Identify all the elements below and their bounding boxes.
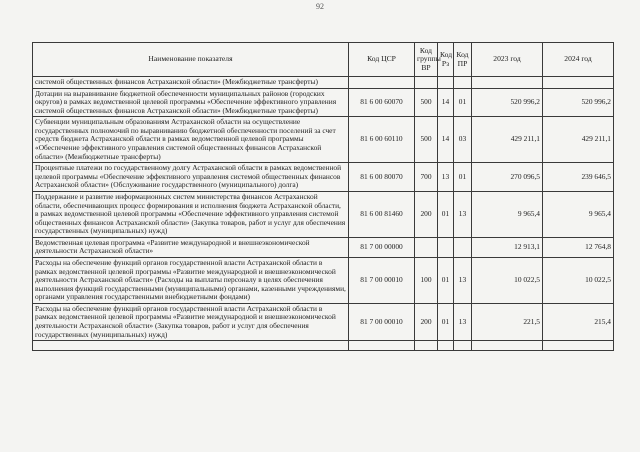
header-2023: 2023 год xyxy=(472,43,543,77)
row-2024: 12 764,8 xyxy=(543,237,614,257)
row-2023 xyxy=(472,77,543,89)
empty-cell xyxy=(349,341,415,351)
row-rz: 14 xyxy=(438,88,454,117)
empty-cell xyxy=(33,341,349,351)
row-kcsr: 81 7 00 00010 xyxy=(349,257,415,303)
row-kcsr: 81 7 00 00010 xyxy=(349,303,415,340)
table-row xyxy=(33,237,614,257)
empty-cell xyxy=(472,341,543,351)
row-2024 xyxy=(543,77,614,89)
budget-table xyxy=(32,42,614,351)
header-name: Наименование показателя xyxy=(33,43,349,77)
row-pr: 13 xyxy=(454,191,472,237)
table-row xyxy=(33,88,614,117)
row-2023: 429 211,1 xyxy=(472,117,543,163)
row-rz xyxy=(438,77,454,89)
row-name: Дотации на выравнивание бюджетной обеспеченности муниципальных районов (городских округов) в рамках ведомственной целевой программы «Обеспечение эффективного управления системой общественных финансов Астраханской области» (Межбюджетные трансферты) xyxy=(33,88,349,117)
row-kvr xyxy=(415,237,438,257)
row-kvr xyxy=(415,77,438,89)
row-2023: 270 096,5 xyxy=(472,163,543,192)
empty-cell xyxy=(454,341,472,351)
table-header-row xyxy=(33,43,614,77)
row-kcsr: 81 6 00 60110 xyxy=(349,117,415,163)
row-2024: 9 965,4 xyxy=(543,191,614,237)
row-rz xyxy=(438,237,454,257)
row-name: Расходы на обеспечение функций органов государственной власти Астраханской области в рамках ведомственной целевой программы «Развитие международной и внешнеэкономической деятельности Астраханской области» (Расходы на выплаты персоналу в целях обеспечения выполнения функций государственными (муниципальными) органами, казенными учреждениями, органами управления государственными внебюджетными фондами) xyxy=(33,257,349,303)
header-pr: Код ПР xyxy=(454,43,472,77)
row-name: Процентные платежи по государственному долгу Астраханской области в рамках ведомственной целевой программы «Обеспечение эффективного управления системой общественных финансов Астраханской области» (Обслуживание государственного (муниципального) долга) xyxy=(33,163,349,192)
row-2023: 12 913,1 xyxy=(472,237,543,257)
row-kcsr: 81 6 00 60070 xyxy=(349,88,415,117)
row-pr: 01 xyxy=(454,88,472,117)
header-rz: Код Рз xyxy=(438,43,454,77)
row-2024: 239 646,5 xyxy=(543,163,614,192)
header-2024: 2024 год xyxy=(543,43,614,77)
table-row-truncated xyxy=(33,341,614,351)
row-2024: 520 996,2 xyxy=(543,88,614,117)
row-kcsr: 81 6 00 81460 xyxy=(349,191,415,237)
row-rz: 01 xyxy=(438,257,454,303)
row-2024: 429 211,1 xyxy=(543,117,614,163)
table-row xyxy=(33,257,614,303)
row-kvr: 200 xyxy=(415,191,438,237)
row-name: Субвенции муниципальным образованиям Астраханской области на осуществление государственных полномочий по выравниванию бюджетной обеспеченности поселений за счет средств бюджета Астраханской области в рамках ведомственной целевой программы «Обеспечение эффективного управления системой общественных финансов Астраханской области» (Межбюджетные трансферты) xyxy=(33,117,349,163)
row-name: системой общественных финансов Астраханской области» (Межбюджетные трансферты) xyxy=(33,77,349,89)
row-rz: 01 xyxy=(438,303,454,340)
header-kvr: Код группы ВР xyxy=(415,43,438,77)
table-row xyxy=(33,303,614,340)
row-pr xyxy=(454,77,472,89)
row-pr: 03 xyxy=(454,117,472,163)
row-2023: 10 022,5 xyxy=(472,257,543,303)
row-kcsr: 81 7 00 00000 xyxy=(349,237,415,257)
row-kcsr: 81 6 00 80070 xyxy=(349,163,415,192)
row-kvr: 100 xyxy=(415,257,438,303)
empty-cell xyxy=(415,341,438,351)
row-2024: 10 022,5 xyxy=(543,257,614,303)
row-name: Расходы на обеспечение функций органов государственной власти Астраханской области в рамках ведомственной целевой программы «Развитие международной и внешнеэкономической деятельности Астраханской области» (Закупка товаров, работ и услуг для обеспечения государственных (муниципальных) нужд) xyxy=(33,303,349,340)
row-kvr: 200 xyxy=(415,303,438,340)
row-rz: 14 xyxy=(438,117,454,163)
row-rz: 13 xyxy=(438,163,454,192)
row-2023: 221,5 xyxy=(472,303,543,340)
row-rz: 01 xyxy=(438,191,454,237)
row-name: Поддержание и развитие информационных систем министерства финансов Астраханской области, обеспечивающих процесс формирования и исполнения бюджета Астраханской области, в рамках ведомственной целевой программы «Обеспечение эффективного управления системой общественных финансов Астраханской области» (Закупка товаров, работ и услуг для обеспечения государственных (муниципальных) нужд) xyxy=(33,191,349,237)
row-2024: 215,4 xyxy=(543,303,614,340)
row-pr xyxy=(454,237,472,257)
row-pr: 13 xyxy=(454,303,472,340)
table-row xyxy=(33,77,614,89)
row-kvr: 500 xyxy=(415,117,438,163)
row-kvr: 500 xyxy=(415,88,438,117)
table-row xyxy=(33,191,614,237)
table-row xyxy=(33,117,614,163)
table-row xyxy=(33,163,614,192)
row-pr: 13 xyxy=(454,257,472,303)
row-pr: 01 xyxy=(454,163,472,192)
empty-cell xyxy=(438,341,454,351)
row-kcsr xyxy=(349,77,415,89)
page-number: 92 xyxy=(316,2,324,11)
empty-cell xyxy=(543,341,614,351)
row-2023: 9 965,4 xyxy=(472,191,543,237)
row-name: Ведомственная целевая программа «Развитие международной и внешнеэкономической деятельности Астраханской области» xyxy=(33,237,349,257)
row-kvr: 700 xyxy=(415,163,438,192)
row-2023: 520 996,2 xyxy=(472,88,543,117)
header-kcsr: Код ЦСР xyxy=(349,43,415,77)
